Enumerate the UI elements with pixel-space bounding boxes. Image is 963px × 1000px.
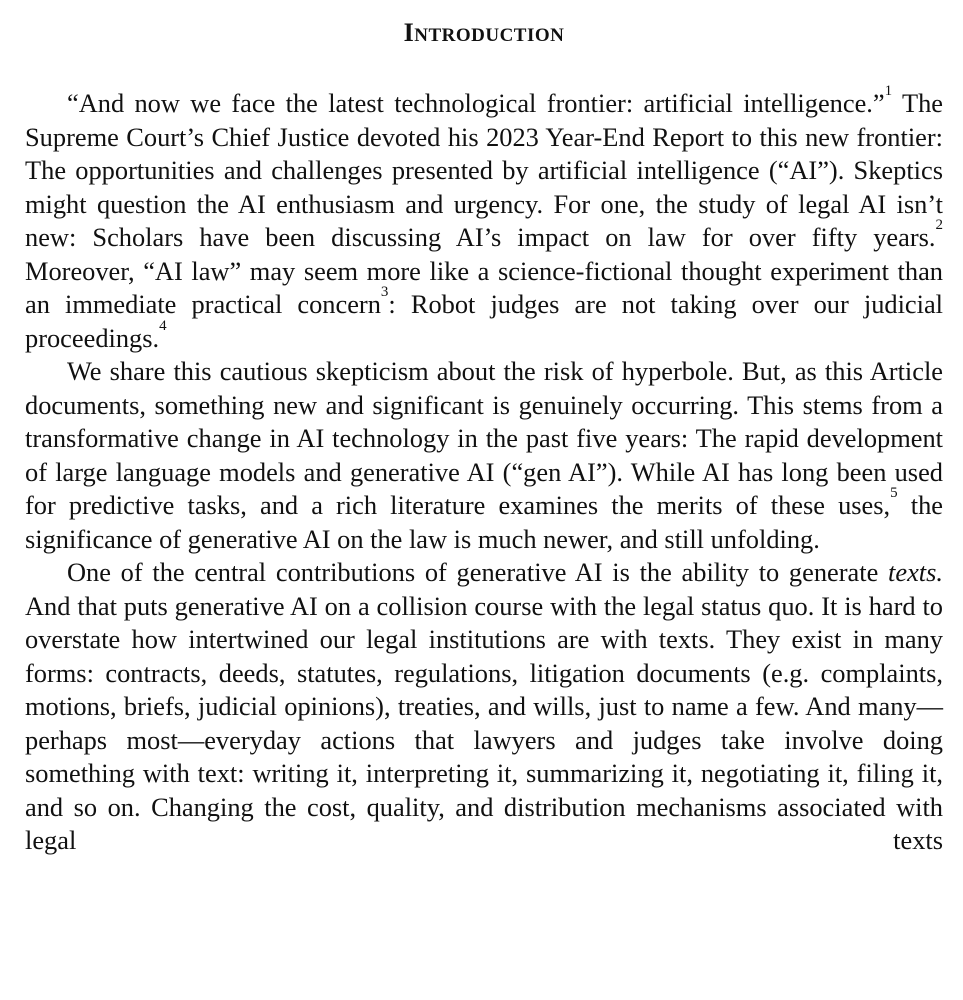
- paragraph: [25, 83, 944, 355]
- footnote-marker: 2: [935, 217, 943, 233]
- heading-initial: I: [403, 18, 415, 47]
- text-run: And that puts generative AI on a collision course with the legal status quo. It is hard to overstate how intertwined our legal institutions are with texts. They exist in many forms: contracts, deeds, statutes, regulations, litigation documents (e.g. complaints, motions, briefs, judicial opinions), treaties, and wills, just to name a few. And many—perhaps most—everyday actions that lawyers and judges take involve doing something with text: writing it, interpreting it, summarizing it, negotiating it, filing it, and so on. Changing the cost, quality, and distribution mechanisms associated with legal texts: [25, 590, 943, 855]
- footnote-marker: 4: [159, 317, 167, 334]
- footnote-marker: 5: [890, 485, 898, 501]
- body-text: [25, 83, 944, 858]
- paragraph: [25, 355, 943, 556]
- text-run: “And now we face the latest technological frontier: artificial intelligence.”: [67, 88, 885, 118]
- text-run: One of the central contributions of generative AI is the ability to generate: [67, 557, 889, 587]
- footnote-marker: 1: [884, 83, 893, 99]
- heading-small-caps: NTRODUCTION: [414, 25, 565, 46]
- section-heading: [25, 16, 943, 53]
- text-run: : Robot judges are not taking over our judicial proceedings.: [25, 289, 944, 353]
- document-page: [25, 16, 943, 858]
- footnote-marker: 3: [380, 284, 389, 300]
- emphasized-text: texts.: [888, 557, 943, 587]
- text-run: Moreover, “AI law” may seem more like a science-fictional thought experiment than an immediate practical concern: [25, 255, 943, 319]
- paragraph: [25, 556, 943, 858]
- text-run: the significance of generative AI on the law is much newer, and still unfolding.: [25, 490, 944, 554]
- text-run: The Supreme Court’s Chief Justice devoted his 2023 Year-End Report to this new frontier: The opportunities and challenges presented by artificial intelligence (“AI”). Skeptics might question the AI enthusiasm and urgency. For one, the study of legal AI isn’t new: Scholars have been discussing AI’s impact on law for over fifty years.: [25, 88, 943, 252]
- text-run: We share this cautious skepticism about the risk of hyperbole. But, as this Article documents, something new and significant is genuinely occurring. This stems from a transformative change in AI technology in the past five years: The rapid development of large language models and generative AI (“gen AI”). While AI has long been used for predictive tasks, and a rich literature examines the merits of these uses,: [25, 356, 943, 520]
